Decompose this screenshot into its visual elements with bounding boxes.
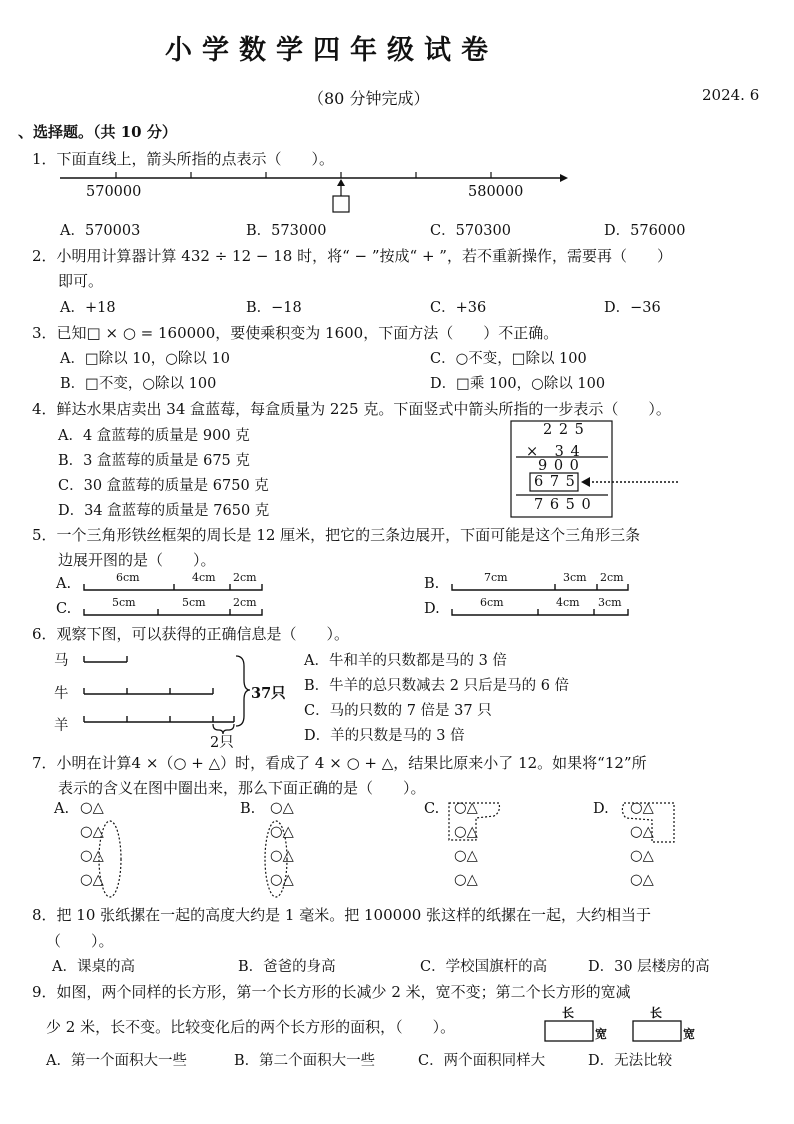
- q3-option-b[interactable]: B．□不变，○除以 100: [60, 376, 217, 392]
- q4-option-d[interactable]: D．34 盒蓝莓的质量是 7650 克: [58, 503, 270, 519]
- q2-option-c[interactable]: C．+36: [430, 300, 487, 316]
- q9-option-c[interactable]: C．两个面积同样大: [418, 1053, 546, 1069]
- q7-a-row-2: ○△: [80, 824, 104, 840]
- q1-option-b[interactable]: B．573000: [246, 223, 327, 239]
- q7-c-row-3: ○△: [454, 848, 478, 864]
- q5-c-seg-3: 2cm: [233, 596, 257, 609]
- question-4-stem: 4．鲜达水果店卖出 34 盒蓝莓，每盒质量为 225 克。下面竖式中箭头所指的一步表示（ ）。: [32, 400, 671, 418]
- q1-option-a[interactable]: A．570003: [60, 223, 141, 239]
- page-title: 小学数学四年级试卷: [165, 35, 498, 66]
- q7-b-row-4: ○△: [270, 872, 294, 888]
- q9-option-d[interactable]: D．无法比较: [588, 1053, 673, 1069]
- axis-label-580000: 580000: [468, 184, 524, 200]
- q7-d-row-1: ○△: [630, 800, 654, 816]
- q2-option-a[interactable]: A．+18: [60, 300, 116, 316]
- question-9-stem-cont: 少 2 米，长不变。比较变化后的两个长方形的面积，（ ）。: [46, 1018, 456, 1036]
- q6-option-c[interactable]: C．马的只数的 7 倍是 37 只: [304, 703, 492, 719]
- exam-date: 2024. 6: [702, 86, 760, 104]
- q7-c-row-4: ○△: [454, 872, 478, 888]
- q7-option-d-letter[interactable]: D.: [593, 801, 609, 817]
- q6-option-a[interactable]: A．牛和羊的只数都是马的 3 倍: [304, 653, 507, 669]
- q7-b-row-3: ○△: [270, 848, 294, 864]
- q4-option-c[interactable]: C．30 盒蓝莓的质量是 6750 克: [58, 478, 269, 494]
- q5-option-b-letter[interactable]: B.: [424, 576, 440, 592]
- q7-a-row-1: ○△: [80, 800, 104, 816]
- q7-d-row-4: ○△: [630, 872, 654, 888]
- total-count: 37只: [251, 685, 286, 702]
- q4-option-b[interactable]: B．3 盒蓝莓的质量是 675 克: [58, 453, 250, 469]
- q7-d-row-3: ○△: [630, 848, 654, 864]
- question-8-stem: 8．把 10 张纸摞在一起的高度大约是 1 毫米。把 100000 张这样的纸摞在一起，大约相当于: [32, 906, 652, 924]
- rect-1-length-label: 长: [562, 1006, 575, 1020]
- q3-option-d[interactable]: D．□乘 100，○除以 100: [430, 376, 606, 392]
- q9-option-b[interactable]: B．第二个面积大一些: [234, 1053, 376, 1069]
- q5-a-seg-1: 6cm: [116, 571, 140, 584]
- q7-option-a-letter[interactable]: A.: [54, 801, 70, 817]
- calc-line-multiplier: × 3 4: [526, 444, 581, 460]
- calc-line-partial-1: 9 0 0: [538, 458, 580, 474]
- q7-option-b-letter[interactable]: B.: [240, 801, 256, 817]
- q3-option-a[interactable]: A．□除以 10，○除以 10: [60, 351, 230, 367]
- question-7-stem: 7．小明在计算4 ×（○ + △）时，看成了 4 × ○ + △，结果比原来小了 12。如果将“12”所: [32, 754, 647, 772]
- rectangle-2: [633, 1021, 681, 1041]
- label-horse: 马: [54, 653, 69, 669]
- q7-b-row-2: ○△: [270, 824, 294, 840]
- question-8-stem-cont: （ ）。: [46, 932, 114, 950]
- q5-d-seg-3: 3cm: [598, 596, 622, 609]
- calc-line-multiplicand: 2 2 5: [543, 422, 585, 438]
- q7-a-row-4: ○△: [80, 872, 104, 888]
- q6-option-d[interactable]: D．羊的只数是马的 3 倍: [304, 728, 465, 744]
- q7-option-c-letter[interactable]: C.: [424, 801, 440, 817]
- q7-c-row-1: ○△: [454, 800, 478, 816]
- q7-d-row-2: ○△: [630, 824, 654, 840]
- q5-option-a-letter[interactable]: A.: [56, 576, 72, 592]
- q5-b-seg-1: 7cm: [484, 571, 508, 584]
- q5-c-seg-1: 5cm: [112, 596, 136, 609]
- rect-1-width-label: 宽: [595, 1027, 608, 1041]
- page-subtitle: （80 分钟完成）: [308, 89, 430, 108]
- question-5-stem-cont: 边展开图的是（ ）。: [58, 551, 216, 569]
- q5-d-seg-1: 6cm: [480, 596, 504, 609]
- rect-2-width-label: 宽: [683, 1027, 696, 1041]
- q4-option-a[interactable]: A．4 盒蓝莓的质量是 900 克: [58, 428, 250, 444]
- q5-a-seg-3: 2cm: [233, 571, 257, 584]
- q3-option-c[interactable]: C．○不变，□除以 100: [430, 351, 587, 367]
- question-6-stem: 6．观察下图，可以获得的正确信息是（ ）。: [32, 625, 350, 643]
- q5-b-seg-3: 2cm: [600, 571, 624, 584]
- q1-option-c[interactable]: C．570300: [430, 223, 511, 239]
- q8-option-a[interactable]: A．课桌的高: [52, 959, 135, 975]
- q2-option-d[interactable]: D．−36: [604, 300, 661, 316]
- q5-d-seg-2: 4cm: [556, 596, 580, 609]
- calc-line-product: 7 6 5 0: [534, 497, 592, 513]
- rect-2-length-label: 长: [650, 1006, 663, 1020]
- question-2-stem-cont: 即可。: [58, 272, 104, 290]
- label-cow: 牛: [54, 686, 69, 702]
- extra-count: 2只: [210, 735, 234, 751]
- rectangle-1: [545, 1021, 593, 1041]
- q5-option-d-letter[interactable]: D.: [424, 601, 440, 617]
- q9-option-a[interactable]: A．第一个面积大一些: [46, 1053, 187, 1069]
- q6-option-b[interactable]: B．牛羊的总只数减去 2 只后是马的 6 倍: [304, 678, 570, 694]
- q5-b-seg-2: 3cm: [563, 571, 587, 584]
- q1-option-d[interactable]: D．576000: [604, 223, 686, 239]
- q5-option-c-letter[interactable]: C.: [56, 601, 72, 617]
- question-1-stem: 1．下面直线上，箭头所指的点表示（ ）。: [32, 150, 335, 168]
- q8-option-c[interactable]: C．学校国旗杆的高: [420, 959, 548, 975]
- label-sheep: 羊: [54, 718, 69, 734]
- q8-option-b[interactable]: B．爸爸的身高: [238, 959, 336, 975]
- question-5-stem: 5．一个三角形铁丝框架的周长是 12 厘米，把它的三条边展开，下面可能是这个三角形三条: [32, 526, 641, 544]
- q8-option-d[interactable]: D．30 层楼房的高: [588, 959, 710, 975]
- axis-label-570000: 570000: [86, 184, 142, 200]
- question-7-stem-cont: 表示的含义在图中圈出来，那么下面正确的是（ ）。: [58, 779, 426, 797]
- q7-b-row-1: ○△: [270, 800, 294, 816]
- question-9-stem: 9．如图，两个同样的长方形，第一个长方形的长减少 2 米，宽不变；第二个长方形的宽减: [32, 983, 631, 1001]
- section-heading: 、选择题。（共 10 分）: [18, 123, 177, 141]
- question-2-stem: 2．小明用计算器计算 432 ÷ 12 − 18 时，将“ − ”按成“ + ”，若不重新操作，需要再（ ）: [32, 247, 672, 265]
- q2-option-b[interactable]: B．−18: [246, 300, 302, 316]
- q7-a-row-3: ○△: [80, 848, 104, 864]
- q5-c-seg-2: 5cm: [182, 596, 206, 609]
- calc-line-partial-2: 6 7 5: [534, 474, 576, 490]
- q5-a-seg-2: 4cm: [192, 571, 216, 584]
- question-3-stem: 3．已知□ × ○ = 160000，要使乘积变为 1600，下面方法（ ）不正确。: [32, 324, 559, 342]
- q7-c-row-2: ○△: [454, 824, 478, 840]
